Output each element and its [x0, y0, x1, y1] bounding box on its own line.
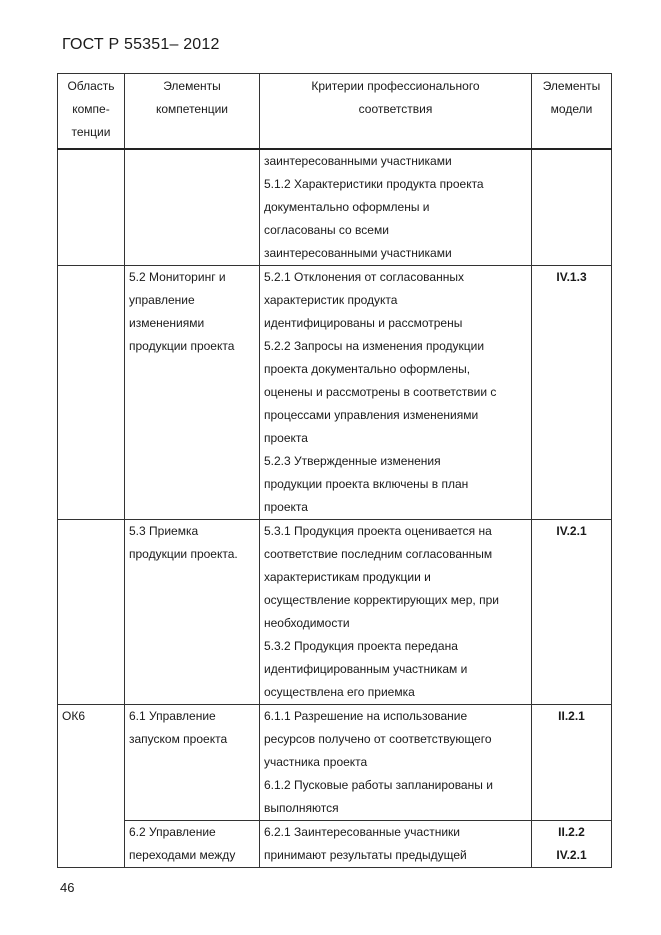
model-cell-line: IV.2.1: [556, 524, 587, 538]
table-row: [58, 821, 612, 868]
header-line: компе-: [72, 102, 110, 116]
element-cell: [125, 149, 260, 266]
criteria-cell-line: проекта: [264, 431, 308, 445]
header-line: соответствия: [358, 102, 433, 116]
model-cell: [532, 266, 612, 520]
criteria-cell-line: 5.2.3 Утвержденные изменения: [264, 454, 441, 468]
element-cell-line: запуском проекта: [129, 732, 228, 746]
criteria-cell-line: 5.3.1 Продукция проекта оценивается на: [264, 524, 492, 538]
criteria-cell-line: согласованы со всеми: [264, 223, 389, 237]
criteria-cell-line: соответствие последним согласованным: [264, 547, 493, 561]
criteria-cell-line: идентифицированы и рассмотрены: [264, 316, 463, 330]
header-line: компетенции: [155, 102, 229, 116]
criteria-cell: [260, 705, 532, 821]
header-line: Критерии профессионального: [311, 79, 480, 93]
header-area: [58, 74, 125, 150]
criteria-cell-line: 6.1.1 Разрешение на использование: [264, 709, 468, 723]
criteria-cell-line: проекта документально оформлены,: [264, 362, 471, 376]
model-cell-line: IV.2.1: [556, 848, 587, 862]
area-cell: [58, 705, 125, 868]
header-line: Элементы: [163, 79, 221, 93]
area-cell: [58, 520, 125, 705]
element-cell-line: 6.2 Управление: [129, 825, 216, 839]
document-header-title: ГОСТ Р 55351– 2012: [62, 36, 220, 53]
header-elements: [125, 74, 260, 150]
model-cell-line: II.2.2: [558, 825, 585, 839]
model-cell: [532, 149, 612, 266]
element-cell: [125, 520, 260, 705]
criteria-cell-line: выполняются: [264, 801, 339, 815]
criteria-cell-line: оценены и рассмотрены в соответствии с: [264, 385, 497, 399]
page-number: 46: [60, 880, 75, 895]
model-cell: [532, 520, 612, 705]
header-criteria: [260, 74, 532, 150]
criteria-cell: [260, 266, 532, 520]
criteria-cell-line: заинтересованными участниками: [264, 246, 452, 260]
element-cell-line: изменениями: [129, 316, 205, 330]
table-row: [58, 266, 612, 520]
header-line: Область: [67, 79, 115, 93]
header-line: Элементы: [542, 79, 601, 93]
criteria-cell-line: 5.2.1 Отклонения от согласованных: [264, 270, 464, 284]
table-row: [58, 520, 612, 705]
table-row: [58, 149, 612, 266]
element-cell: [125, 821, 260, 868]
table-row: [58, 705, 612, 821]
element-cell-line: 5.2 Мониторинг и: [129, 270, 226, 284]
model-cell: [532, 821, 612, 868]
criteria-cell: [260, 520, 532, 705]
competence-table: [57, 73, 612, 868]
criteria-cell-line: продукции проекта включены в план: [264, 477, 469, 491]
criteria-cell-line: 5.2.2 Запросы на изменения продукции: [264, 339, 485, 353]
area-cell-line: ОК6: [62, 709, 85, 723]
criteria-cell-line: 6.1.2 Пусковые работы запланированы и: [264, 778, 493, 792]
header-line: тенции: [71, 125, 111, 139]
criteria-cell-line: принимают результаты предыдущей: [264, 848, 467, 862]
criteria-cell-line: осуществление корректирующих мер, при: [264, 593, 499, 607]
criteria-cell-line: характеристик продукта: [264, 293, 398, 307]
criteria-cell-line: документально оформлены и: [264, 200, 430, 214]
element-cell-line: 5.3 Приемка: [129, 524, 199, 538]
table-body: [58, 149, 612, 868]
model-cell-line: II.2.1: [558, 709, 585, 723]
table-header-row: [58, 74, 612, 150]
criteria-cell-line: процессами управления изменениями: [264, 408, 479, 422]
element-cell: [125, 705, 260, 821]
criteria-cell-line: 5.3.2 Продукция проекта передана: [264, 639, 458, 653]
header-line: модели: [550, 102, 593, 116]
criteria-cell-line: необходимости: [264, 616, 350, 630]
element-cell-line: продукции проекта: [129, 339, 235, 353]
element-cell-line: продукции проекта.: [129, 547, 238, 561]
criteria-cell: [260, 149, 532, 266]
area-cell: [58, 266, 125, 520]
model-cell: [532, 705, 612, 821]
criteria-cell: [260, 821, 532, 868]
criteria-cell-line: характеристикам продукции и: [264, 570, 431, 584]
criteria-cell-line: участника проекта: [264, 755, 368, 769]
criteria-cell-line: ресурсов получено от соответствующего: [264, 732, 492, 746]
element-cell-line: 6.1 Управление: [129, 709, 216, 723]
criteria-cell-line: идентифицированным участникам и: [264, 662, 468, 676]
element-cell: [125, 266, 260, 520]
criteria-cell-line: 6.2.1 Заинтересованные участники: [264, 825, 460, 839]
criteria-cell-line: осуществлена его приемка: [264, 685, 415, 699]
area-cell: [58, 149, 125, 266]
criteria-cell-line: 5.1.2 Характеристики продукта проекта: [264, 177, 484, 191]
criteria-cell-line: заинтересованными участниками: [264, 154, 452, 168]
model-cell-line: IV.1.3: [556, 270, 587, 284]
criteria-cell-line: проекта: [264, 500, 308, 514]
element-cell-line: переходами между: [129, 848, 236, 862]
element-cell-line: управление: [129, 293, 195, 307]
header-model: [532, 74, 612, 150]
